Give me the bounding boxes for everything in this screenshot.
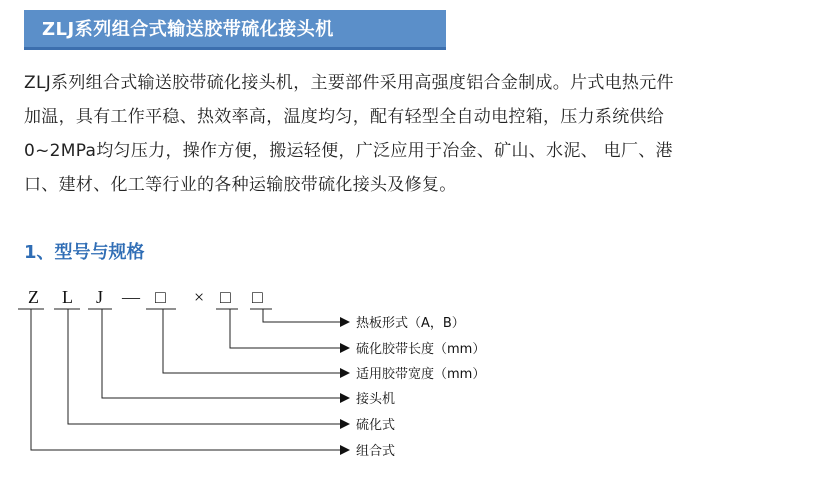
intro-line: 口、建材、化工等行业的各种运输胶带硫化接头及修复。 (24, 175, 457, 195)
leader-vulcanizing (68, 309, 340, 424)
page-title: ZLJ系列组合式输送胶带硫化接头机 (42, 19, 334, 40)
legend-plate-type: 热板形式（A，B） (356, 316, 465, 331)
leader-combined (31, 309, 340, 450)
legend-combined: 组合式 (356, 444, 396, 459)
code-letter-j: J (96, 287, 104, 307)
section-heading: 1、型号与规格 (24, 242, 145, 263)
arrowheads (340, 317, 350, 455)
code-box-plate: □ (252, 287, 263, 307)
leader-plate (263, 309, 340, 322)
code-letter-l: L (62, 287, 73, 307)
intro-line: ZLJ系列组合式输送胶带硫化接头机，主要部件采用高强度铝合金制成。片式电热元件 (24, 73, 674, 93)
leader-width (163, 309, 340, 373)
legend-belt-length: 硫化胶带长度（mm） (356, 342, 486, 357)
intro-line: 0~2MPa均匀压力，操作方便，搬运轻便，广泛应用于冶金、矿山、水泥、 电厂、港 (24, 141, 673, 161)
connector-lines (18, 309, 340, 450)
legend-vulcanizing: 硫化式 (356, 418, 396, 433)
intro-line: 加温，具有工作平稳、热效率高，温度均匀，配有轻型全自动电控箱，压力系统供给 (24, 107, 665, 127)
code-times: × (194, 287, 205, 307)
code-letter-z: Z (28, 287, 39, 307)
code-box-width: □ (155, 287, 166, 307)
leader-length (230, 309, 340, 348)
legend-joint-machine: 接头机 (356, 392, 396, 407)
code-dash: — (122, 287, 140, 307)
legend-belt-width: 适用胶带宽度（mm） (356, 367, 486, 382)
code-box-length: □ (220, 287, 231, 307)
